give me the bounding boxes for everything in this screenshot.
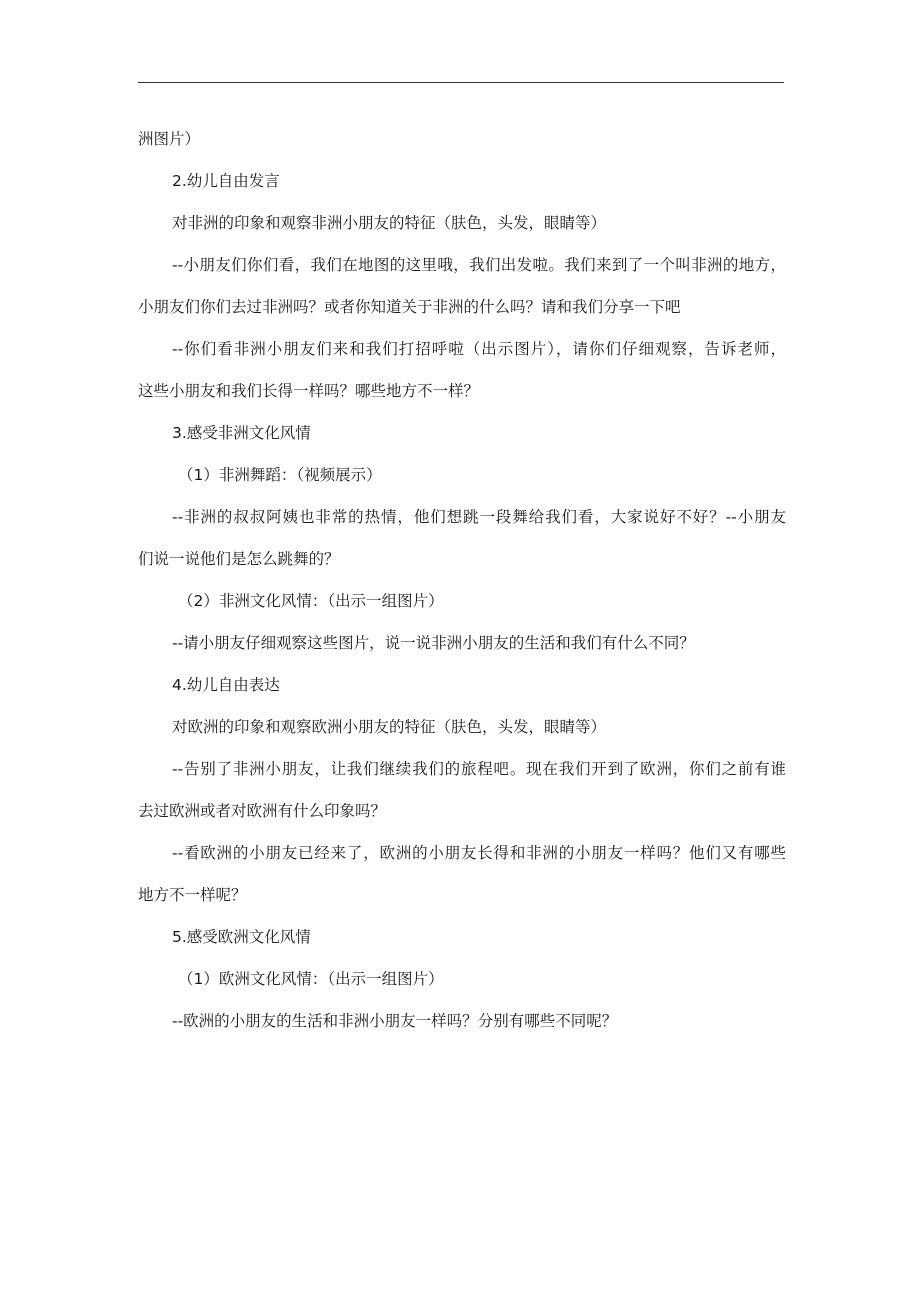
section-heading-3: 3.感受非洲文化风情 — [172, 424, 311, 442]
section-heading-2: 2.幼儿自由发言 — [172, 172, 280, 190]
paragraph: --小朋友们你们看，我们在地图的这里哦，我们出发啦。我们来到了一个叫非洲的地方， — [172, 256, 786, 274]
subsection-heading: （1）欧洲文化风情：（出示一组图片） — [178, 970, 444, 988]
paragraph: --非洲的叔叔阿姨也非常的热情，他们想跳一段舞给我们看，大家说好不好？--小朋友 — [172, 508, 786, 526]
paragraph-continuation: 洲图片） — [138, 130, 201, 148]
subsection-heading: （2）非洲文化风情：（出示一组图片） — [178, 592, 444, 610]
header-rule — [138, 82, 784, 83]
paragraph: --告别了非洲小朋友，让我们继续我们的旅程吧。现在我们开到了欧洲，你们之前有谁 — [172, 760, 786, 778]
paragraph: --欧洲的小朋友的生活和非洲小朋友一样吗？分别有哪些不同呢？ — [172, 1012, 618, 1030]
paragraph: --你们看非洲小朋友们来和我们打招呼啦（出示图片），请你们仔细观察，告诉老师， — [172, 340, 786, 358]
subsection-heading: （1）非洲舞蹈：（视频展示） — [178, 466, 382, 484]
paragraph: 对欧洲的印象和观察欧洲小朋友的特征（肤色，头发，眼睛等） — [172, 718, 607, 736]
paragraph-continuation: 们说一说他们是怎么跳舞的？ — [138, 550, 340, 568]
section-heading-4: 4.幼儿自由表达 — [172, 676, 280, 694]
paragraph-continuation: 这些小朋友和我们长得一样吗？哪些地方不一样？ — [138, 382, 480, 400]
paragraph: --请小朋友仔细观察这些图片，说一说非洲小朋友的生活和我们有什么不同？ — [172, 634, 695, 652]
paragraph-continuation: 去过欧洲或者对欧洲有什么印象吗？ — [138, 802, 387, 820]
section-heading-5: 5.感受欧洲文化风情 — [172, 928, 311, 946]
paragraph-continuation: 小朋友们你们去过非洲吗？或者你知道关于非洲的什么吗？请和我们分享一下吧 — [138, 298, 681, 316]
paragraph: 对非洲的印象和观察非洲小朋友的特征（肤色，头发，眼睛等） — [172, 214, 607, 232]
document-body — [138, 118, 786, 1042]
paragraph-continuation: 地方不一样呢？ — [138, 886, 247, 904]
paragraph: --看欧洲的小朋友已经来了，欧洲的小朋友长得和非洲的小朋友一样吗？他们又有哪些 — [172, 844, 786, 862]
